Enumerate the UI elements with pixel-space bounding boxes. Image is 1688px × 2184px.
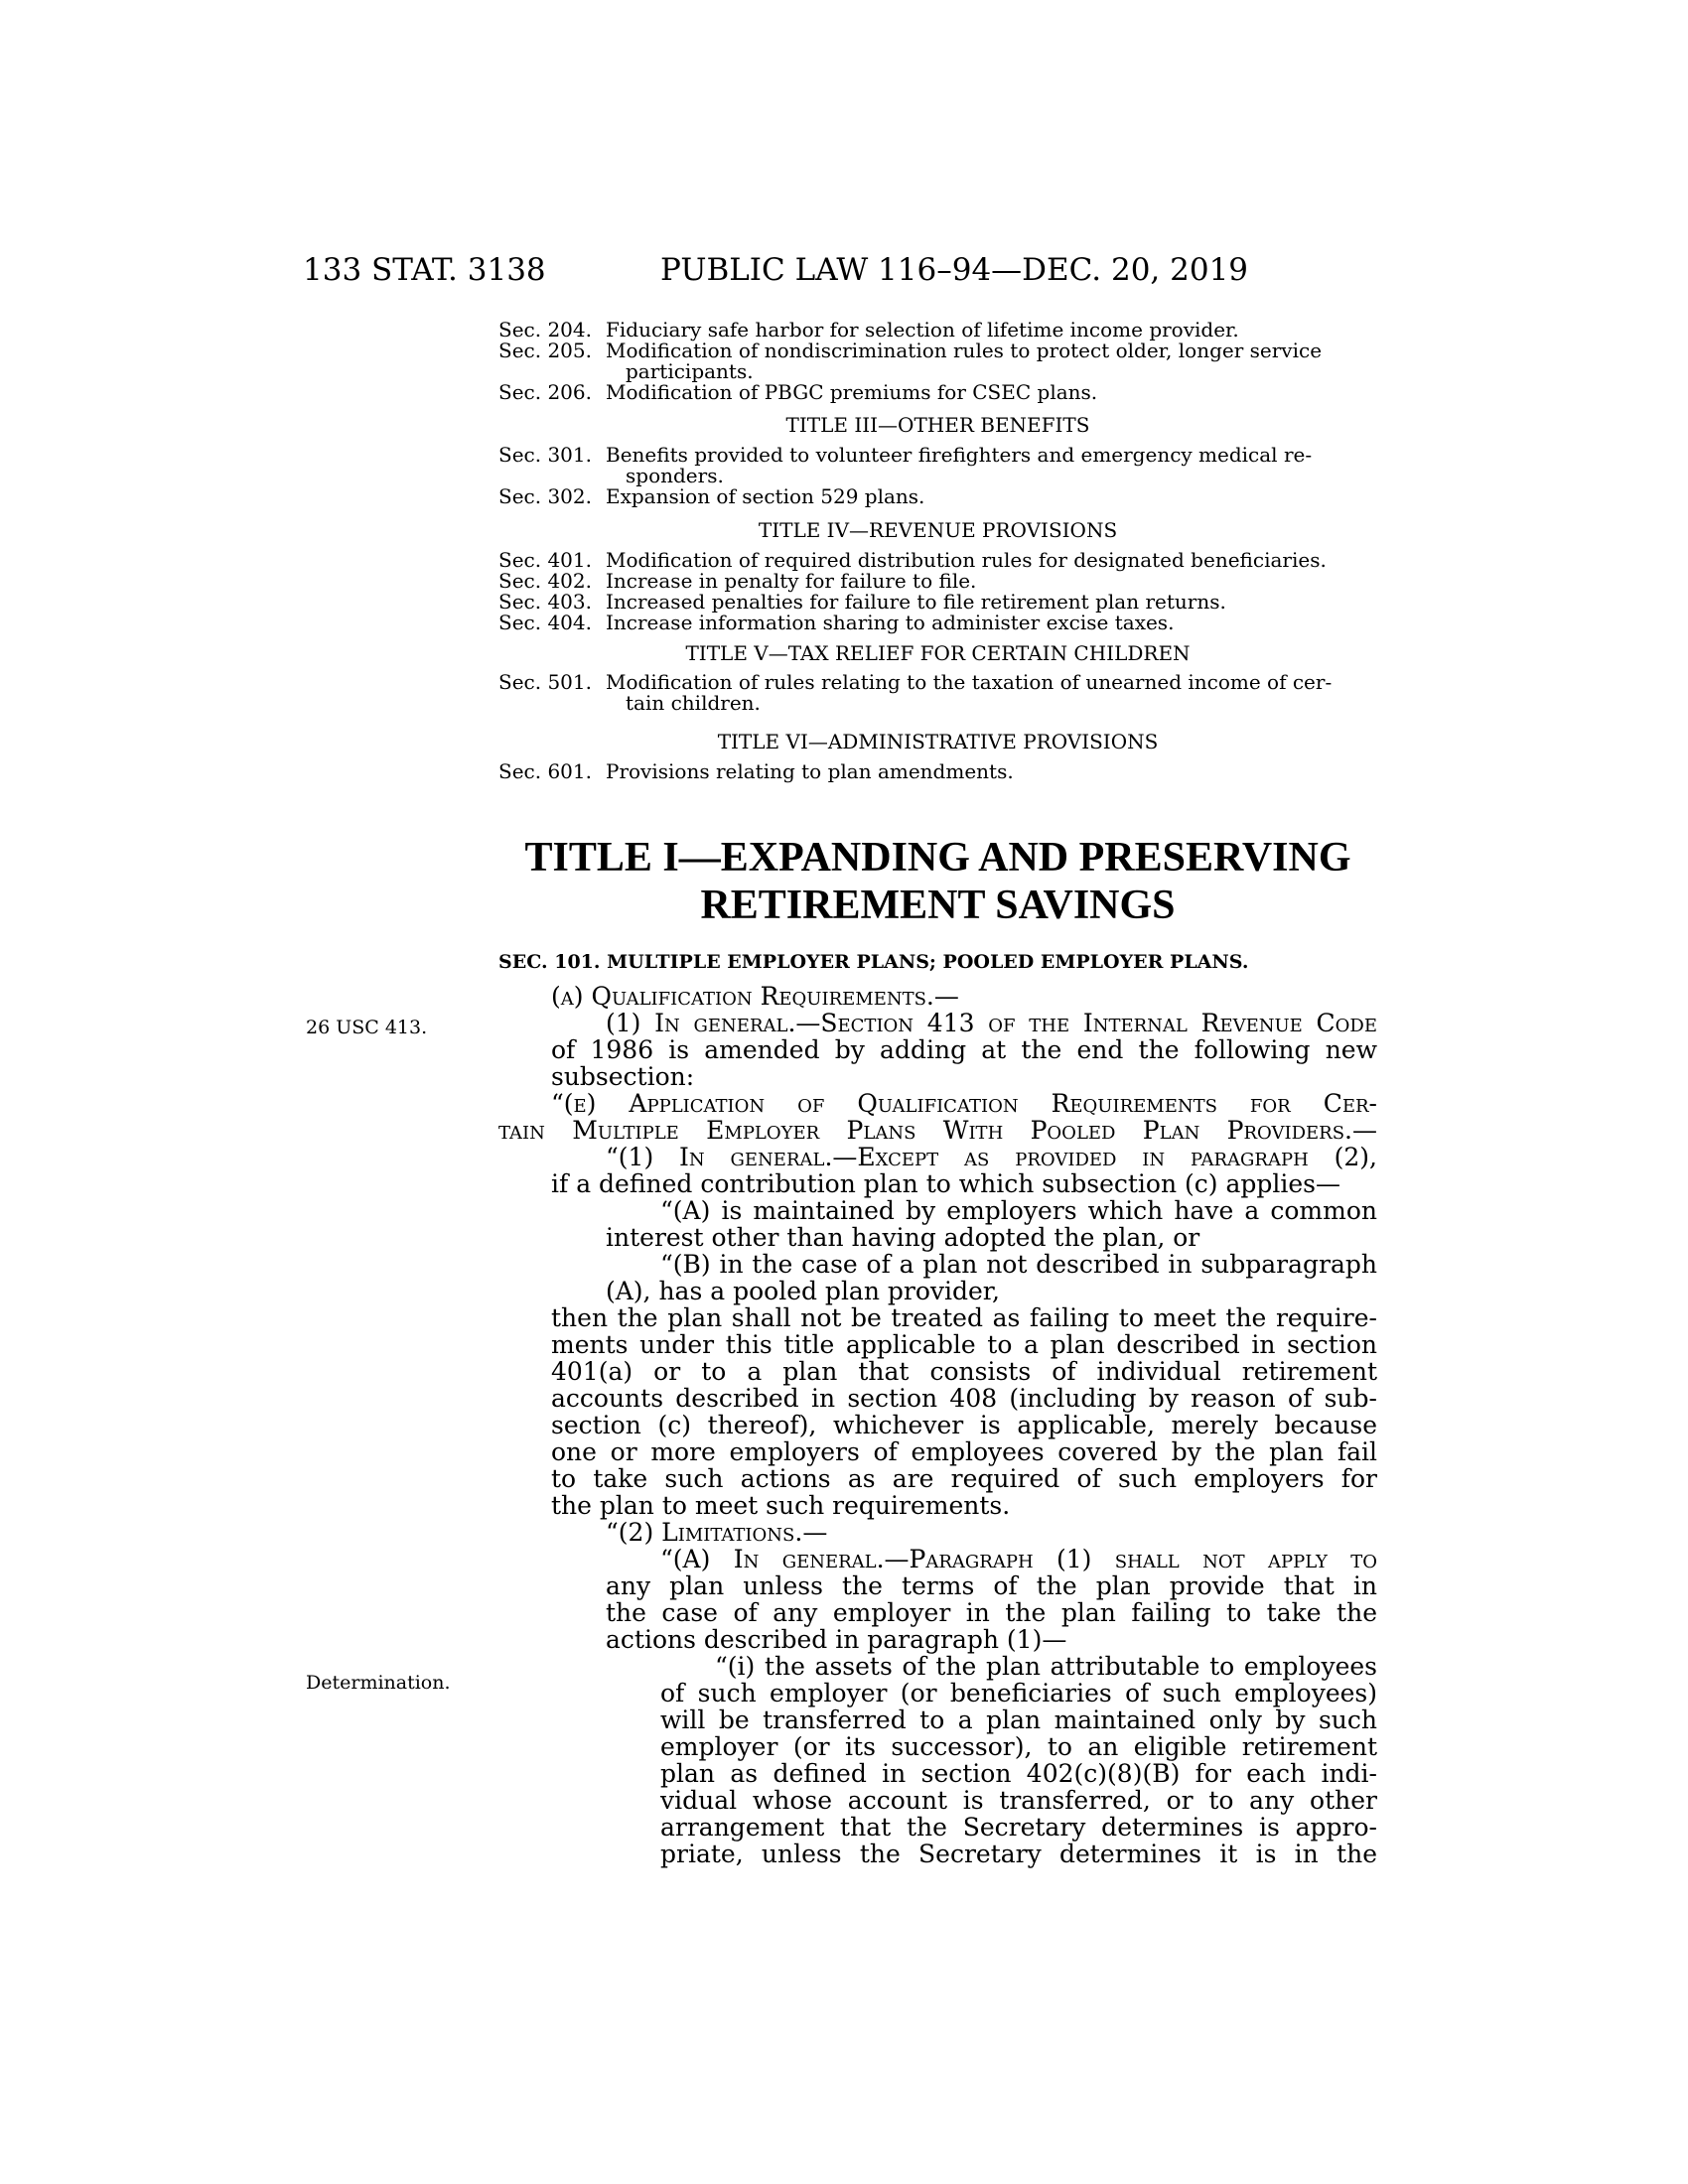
body-line: vidual whose account is transferred, or to any other xyxy=(660,1786,1377,1815)
body-line xyxy=(606,1144,1377,1171)
toc-section-title: Expansion of section 529 plans. xyxy=(606,484,925,508)
body-line: (a) Qualification Requirements.— xyxy=(551,982,959,1011)
body-line: one or more employers of employees covered by the plan fail xyxy=(551,1437,1377,1466)
toc-section-number: Sec. 204. xyxy=(498,318,592,341)
body-line: “(B) in the case of a plan not described in subparagraph xyxy=(660,1250,1377,1279)
body-line: 401(a) or to a plan that consists of individual retirement xyxy=(551,1357,1377,1386)
toc-section-number: Sec. 302. xyxy=(498,484,592,508)
body-line: interest other than having adopted the plan, or xyxy=(606,1223,1200,1252)
body-line: “(2) Limitations.— xyxy=(606,1518,828,1547)
toc-section-number: Sec. 403. xyxy=(498,590,592,614)
toc-section-number: Sec. 501. xyxy=(498,670,592,694)
toc-title-heading: TITLE VI—ADMINISTRATIVE PROVISIONS xyxy=(717,730,1159,753)
body-line: to take such actions as are required of such employers for xyxy=(551,1464,1377,1493)
toc-section-title-continued: participants. xyxy=(626,359,754,383)
toc-section-title: Modification of required distribution rules for designated beneficiaries. xyxy=(606,548,1327,572)
body-line: employer (or its successor), to an eligible retirement xyxy=(660,1732,1377,1761)
toc-section-number: Sec. 601. xyxy=(498,759,592,783)
running-header: PUBLIC LAW 116–94—DEC. 20, 2019 xyxy=(660,252,1249,288)
body-line: plan as defined in section 402(c)(8)(B) for each indi- xyxy=(660,1759,1377,1788)
page-number: 133 STAT. 3138 xyxy=(303,252,546,288)
body-line: will be transferred to a plan maintained only by such xyxy=(660,1706,1377,1734)
body-line-text: “(A) In general.—Paragraph (1) shall not apply to xyxy=(660,1545,1377,1573)
body-line: “(e) Application of Qualification Requirements for Cer- xyxy=(551,1089,1377,1118)
body-line-text: “(1) In general.—Except as provided in paragraph (2), xyxy=(606,1143,1377,1171)
body-line: arrangement that the Secretary determines is appro- xyxy=(660,1813,1377,1842)
body-line: “(A) is maintained by employers which have a common xyxy=(660,1196,1377,1225)
toc-section-number: Sec. 402. xyxy=(498,569,592,593)
body-line: the case of any employer in the plan failing to take the xyxy=(606,1598,1377,1627)
toc-title-heading: TITLE III—OTHER BENEFITS xyxy=(785,413,1090,437)
toc-title-heading: TITLE V—TAX RELIEF FOR CERTAIN CHILDREN xyxy=(685,641,1191,665)
body-line: the plan to meet such requirements. xyxy=(551,1491,1011,1520)
body-line xyxy=(660,1546,1377,1573)
toc-section-title: Increased penalties for failure to file retirement plan returns. xyxy=(606,590,1226,614)
toc-section-number: Sec. 301. xyxy=(498,443,592,467)
toc-section-title: Increase in penalty for failure to file. xyxy=(606,569,977,593)
toc-section-title: Provisions relating to plan amendments. xyxy=(606,759,1014,783)
body-line: tain Multiple Employer Plans With Pooled Plan Providers.— xyxy=(498,1116,1377,1145)
body-line: subsection: xyxy=(551,1062,695,1091)
toc-section-number: Sec. 401. xyxy=(498,548,592,572)
title-heading-line-1: TITLE I—EXPANDING AND PRESERVING xyxy=(524,835,1351,881)
body-line: actions described in paragraph (1)— xyxy=(606,1625,1067,1654)
body-line: any plan unless the terms of the plan provide that in xyxy=(606,1571,1377,1600)
margin-note-determination: Determination. xyxy=(306,1672,451,1694)
body-line: section (c) thereof), whichever is applicable, merely because xyxy=(551,1411,1377,1439)
body-line xyxy=(606,1010,1377,1037)
body-line: (A), has a pooled plan provider, xyxy=(606,1277,1000,1305)
toc-section-title: Increase information sharing to administer excise taxes. xyxy=(606,611,1175,634)
title-heading-line-2: RETIREMENT SAVINGS xyxy=(700,883,1176,928)
toc-section-title: Modification of PBGC premiums for CSEC plans. xyxy=(606,380,1098,404)
toc-section-title: Benefits provided to volunteer firefighters and emergency medical re- xyxy=(606,443,1313,467)
body-line: if a defined contribution plan to which subsection (c) applies— xyxy=(551,1169,1340,1198)
section-heading: SEC. 101. MULTIPLE EMPLOYER PLANS; POOLED EMPLOYER PLANS. xyxy=(498,951,1249,973)
toc-section-title: Modification of nondiscrimination rules to protect older, longer service xyxy=(606,339,1323,362)
toc-title-heading: TITLE IV—REVENUE PROVISIONS xyxy=(758,518,1118,542)
body-line: of such employer (or beneficiaries of such employees) xyxy=(660,1679,1377,1707)
body-line: priate, unless the Secretary determines it is in the xyxy=(660,1840,1377,1868)
body-line: then the plan shall not be treated as failing to meet the require- xyxy=(551,1303,1377,1332)
body-line: accounts described in section 408 (including by reason of sub- xyxy=(551,1384,1377,1413)
body-line: of 1986 is amended by adding at the end the following new xyxy=(551,1035,1377,1064)
toc-section-title: Fiduciary safe harbor for selection of lifetime income provider. xyxy=(606,318,1239,341)
toc-section-number: Sec. 404. xyxy=(498,611,592,634)
toc-section-number: Sec. 206. xyxy=(498,380,592,404)
body-line: ments under this title applicable to a plan described in section xyxy=(551,1330,1377,1359)
toc-section-title-continued: tain children. xyxy=(626,691,761,715)
body-line-text: (1) In general.—Section 413 of the Internal Revenue Code xyxy=(606,1009,1377,1037)
toc-section-title: Modification of rules relating to the taxation of unearned income of cer- xyxy=(606,670,1333,694)
toc-section-number: Sec. 205. xyxy=(498,339,592,362)
toc-section-title-continued: sponders. xyxy=(626,464,724,487)
margin-note-usc: 26 USC 413. xyxy=(306,1017,428,1038)
body-line: “(i) the assets of the plan attributable to employees xyxy=(715,1652,1377,1681)
